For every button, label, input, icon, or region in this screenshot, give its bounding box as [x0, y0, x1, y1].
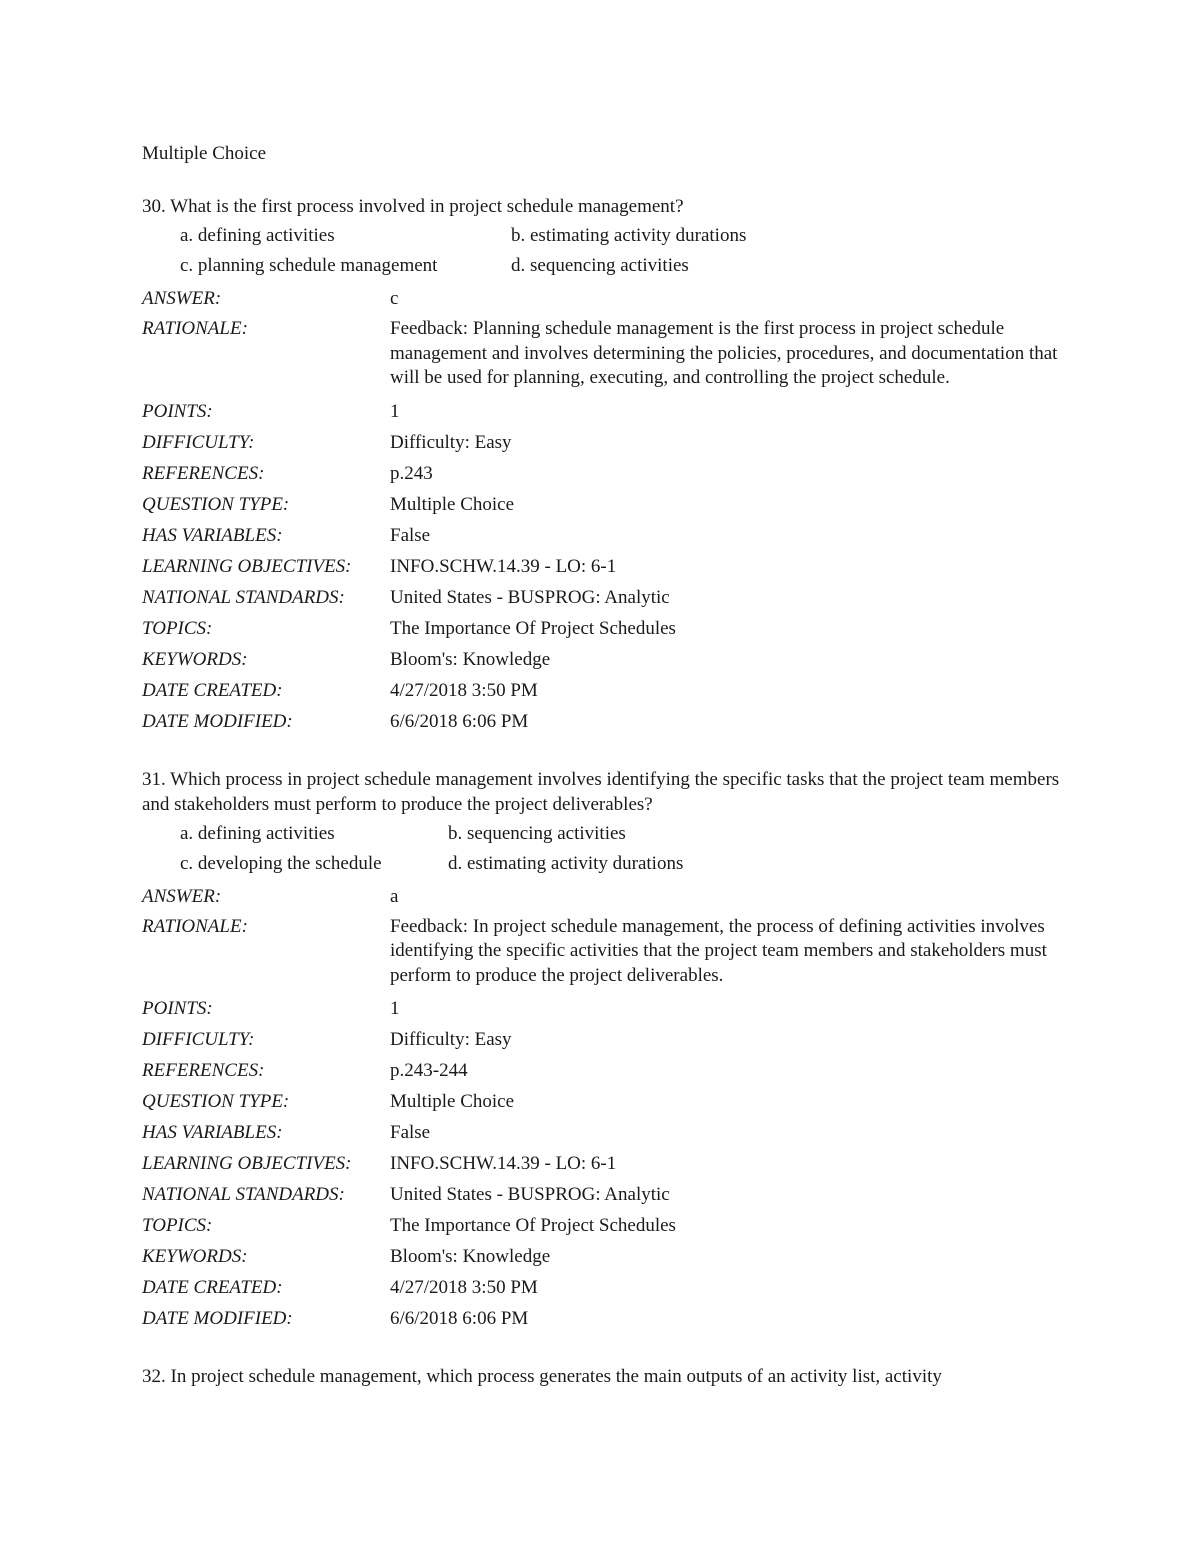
meta-value: 4/27/2018 3:50 PM [390, 1277, 538, 1298]
meta-value: 1 [390, 998, 400, 1019]
meta-difficulty [142, 427, 1062, 458]
meta-label: REFERENCES: [142, 1060, 265, 1081]
document-page [142, 140, 1062, 1419]
meta-value: False [390, 524, 431, 546]
meta-label: KEYWORDS: [142, 648, 248, 670]
meta-label: DIFFICULTY: [142, 1029, 255, 1050]
question-31 [142, 767, 1062, 1335]
meta-label: LEARNING OBJECTIVES: [142, 555, 352, 577]
meta-points [142, 396, 1062, 427]
meta-label: ANSWER: [142, 885, 222, 907]
meta-label: POINTS: [142, 998, 213, 1019]
meta-points [142, 993, 1062, 1024]
meta-date-modified [142, 706, 1062, 737]
question-stem: 30. What is the first process involved in project schedule management? [142, 196, 684, 217]
meta-value: False [390, 1122, 431, 1143]
meta-answer [142, 881, 1062, 912]
meta-references [142, 1055, 1062, 1086]
meta-value: Multiple Choice [390, 1091, 515, 1112]
meta-learning-objectives [142, 1148, 1062, 1179]
choice-c: c. developing the schedule [180, 852, 382, 874]
meta-value: 1 [390, 400, 400, 422]
meta-rationale [142, 912, 1062, 994]
meta-label: RATIONALE: [142, 915, 248, 937]
meta-label: ANSWER: [142, 288, 222, 309]
meta-label: LEARNING OBJECTIVES: [142, 1153, 352, 1174]
answer-choices [180, 819, 1062, 879]
meta-keywords [142, 1241, 1062, 1272]
meta-date-created [142, 1272, 1062, 1303]
meta-question-type [142, 1086, 1062, 1117]
choice-a: a. defining activities [180, 225, 335, 246]
meta-has-variables [142, 520, 1062, 551]
question-metadata [142, 283, 1062, 737]
meta-value: Bloom's: Knowledge [390, 648, 551, 670]
meta-label: KEYWORDS: [142, 1246, 248, 1267]
meta-date-created [142, 675, 1062, 706]
meta-rationale [142, 314, 1062, 396]
meta-label: DATE MODIFIED: [142, 710, 293, 732]
meta-value: Difficulty: Easy [390, 431, 512, 453]
meta-value: a [390, 885, 399, 907]
meta-label: NATIONAL STANDARDS: [142, 1184, 345, 1205]
meta-references [142, 458, 1062, 489]
meta-value: INFO.SCHW.14.39 - LO: 6-1 [390, 1153, 617, 1174]
meta-value: c [390, 288, 399, 309]
question-metadata [142, 881, 1062, 1335]
meta-label: HAS VARIABLES: [142, 524, 283, 546]
meta-value: p.243 [390, 462, 433, 484]
meta-value: Difficulty: Easy [390, 1029, 512, 1050]
meta-value: The Importance Of Project Schedules [390, 1215, 676, 1236]
meta-date-modified [142, 1303, 1062, 1334]
meta-value: 4/27/2018 3:50 PM [390, 679, 538, 701]
meta-label: POINTS: [142, 400, 213, 422]
meta-has-variables [142, 1117, 1062, 1148]
choice-b: b. estimating activity durations [511, 225, 747, 246]
question-32 [142, 1364, 1062, 1389]
meta-value: Bloom's: Knowledge [390, 1246, 551, 1267]
meta-value: United States - BUSPROG: Analytic [390, 1184, 670, 1205]
meta-value: Multiple Choice [390, 493, 515, 515]
meta-label: DATE MODIFIED: [142, 1308, 293, 1329]
question-stem: 31. Which process in project schedule management involves identifying the specific tasks that the project team members and stakeholders must perform to produce the project deliverables? [142, 768, 1060, 815]
meta-label: QUESTION TYPE: [142, 1091, 290, 1112]
meta-label: DATE CREATED: [142, 679, 283, 701]
meta-value: The Importance Of Project Schedules [390, 617, 676, 639]
meta-label: NATIONAL STANDARDS: [142, 586, 345, 608]
meta-value: 6/6/2018 6:06 PM [390, 1308, 529, 1329]
answer-choices [180, 221, 1062, 281]
meta-value: Feedback: In project schedule management, the process of defining activities involves identifying the specific activities that the project team members and stakeholders must perform to produce the project deliverables. [390, 915, 1047, 986]
meta-question-type [142, 489, 1062, 520]
meta-national-standards [142, 582, 1062, 613]
meta-value: p.243-244 [390, 1060, 468, 1081]
meta-national-standards [142, 1179, 1062, 1210]
meta-label: HAS VARIABLES: [142, 1122, 283, 1143]
choice-d: d. estimating activity durations [448, 852, 684, 874]
question-stem: 32. In project schedule management, which process generates the main outputs of an activity list, activity [142, 1366, 942, 1387]
choice-a: a. defining activities [180, 822, 335, 844]
meta-label: TOPICS: [142, 617, 213, 639]
meta-label: DIFFICULTY: [142, 431, 255, 453]
meta-difficulty [142, 1024, 1062, 1055]
meta-label: TOPICS: [142, 1215, 213, 1236]
meta-label: DATE CREATED: [142, 1277, 283, 1298]
meta-value: United States - BUSPROG: Analytic [390, 586, 670, 608]
meta-topics [142, 613, 1062, 644]
meta-value: Feedback: Planning schedule management is the first process in project schedule management and involves determining the policies, procedures, and documentation that will be used for planning, executing, and controlling the project schedule. [390, 318, 1058, 388]
meta-label: REFERENCES: [142, 462, 265, 484]
meta-keywords [142, 644, 1062, 675]
meta-topics [142, 1210, 1062, 1241]
meta-label: RATIONALE: [142, 318, 248, 339]
choice-d: d. sequencing activities [511, 255, 689, 276]
meta-value: 6/6/2018 6:06 PM [390, 710, 529, 732]
choice-c: c. planning schedule management [180, 255, 438, 276]
question-30 [142, 194, 1062, 737]
meta-label: QUESTION TYPE: [142, 493, 290, 515]
meta-learning-objectives [142, 551, 1062, 582]
choice-b: b. sequencing activities [448, 822, 626, 844]
meta-answer [142, 283, 1062, 314]
section-title: Multiple Choice [142, 143, 267, 164]
meta-value: INFO.SCHW.14.39 - LO: 6-1 [390, 555, 617, 577]
